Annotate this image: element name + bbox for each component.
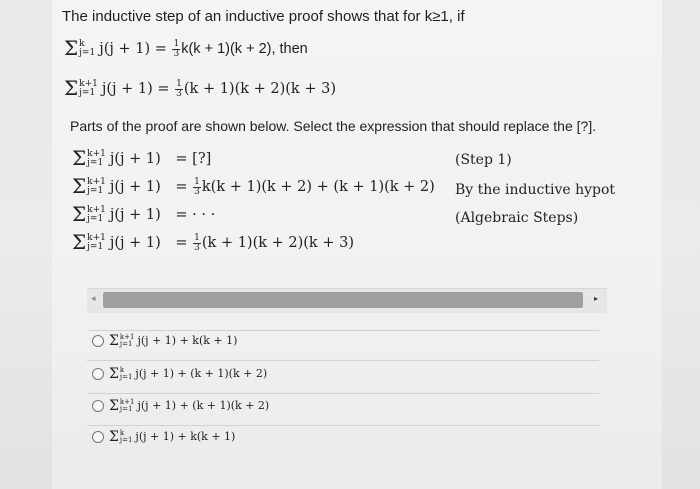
proof-line-algebraic-steps: Σ k+1 j=1 j(j + 1) = · · ·: [72, 202, 216, 226]
sigma-symbol: Σ: [72, 146, 87, 170]
proof-line-step-1: Σ k+1 j=1 j(j + 1) = [?]: [72, 146, 212, 170]
step-label: (Step 1): [455, 152, 512, 168]
divider: [87, 360, 599, 361]
step-label: (Algebraic Steps): [455, 210, 579, 226]
sum-upper-limit: k: [79, 39, 85, 49]
answer-option-4[interactable]: Σ k j=1 j(j + 1) + k(k + 1): [92, 428, 235, 446]
scroll-left-icon[interactable]: ◂: [91, 293, 96, 303]
radio-button[interactable]: [92, 335, 104, 347]
sigma-symbol: Σ: [109, 365, 119, 382]
scrollbar-thumb[interactable]: [103, 292, 583, 308]
sum-lower-limit: j=1: [79, 48, 96, 58]
sigma-symbol: Σ: [64, 76, 79, 100]
sum-term: j(j + 1) =: [101, 81, 170, 97]
sum-lower-limit: j=1: [79, 88, 96, 98]
step-label: By the inductive hypot: [455, 182, 616, 198]
option-expression: j(j + 1) + k(k + 1): [137, 333, 238, 347]
sigma-symbol: Σ: [72, 202, 87, 226]
sigma-symbol: Σ: [109, 332, 119, 349]
intro-text: The inductive step of an inductive proof shows that for k≥1, if: [62, 8, 465, 25]
scroll-right-icon[interactable]: ▸: [594, 294, 599, 303]
answer-option-1[interactable]: Σ k+1 j=1 j(j + 1) + k(k + 1): [92, 332, 237, 350]
radio-button[interactable]: [92, 431, 104, 443]
answer-option-2[interactable]: Σ k j=1 j(j + 1) + (k + 1)(k + 2): [92, 365, 267, 383]
proof-line-inductive-hypothesis: Σ k+1 j=1 j(j + 1) = $\frac{1}{3}$ k(k + 1)(k + 2) + (k + 1)(k + 2): [72, 174, 435, 198]
answer-option-3[interactable]: Σ k+1 j=1 j(j + 1) + (k + 1)(k + 2): [92, 397, 269, 415]
sigma-symbol: Σ: [72, 230, 87, 254]
radio-button[interactable]: [92, 400, 104, 412]
option-expression: j(j + 1) + (k + 1)(k + 2): [137, 398, 270, 412]
radio-button[interactable]: [92, 368, 104, 380]
sigma-symbol: Σ: [109, 397, 119, 414]
sum-upper-limit: k+1: [79, 79, 98, 89]
divider: [87, 330, 599, 331]
missing-expression-placeholder: [?]: [192, 151, 212, 167]
horizontal-scrollbar[interactable]: [87, 288, 607, 313]
divider: [87, 393, 599, 394]
fraction: $\frac{1}{3}$: [194, 232, 200, 253]
sigma-symbol: Σ: [72, 174, 87, 198]
sum-term: j(j + 1) =: [99, 41, 167, 57]
conclusion-equation: [64, 76, 336, 100]
question-prompt: Parts of the proof are shown below. Select the expression that should replace the [?].: [70, 118, 597, 134]
divider: [87, 425, 599, 426]
sigma-symbol: Σ: [109, 428, 119, 445]
option-expression: j(j + 1) + k(k + 1): [135, 429, 236, 443]
option-expression: j(j + 1) + (k + 1)(k + 2): [135, 366, 268, 380]
equation-rhs: k(k + 1)(k + 2), then: [181, 41, 308, 57]
fraction: $\frac{1}{3}$: [173, 38, 180, 59]
fraction: $\frac{1}{3}$: [194, 176, 200, 197]
proof-line-conclusion: Σ k+1 j=1 j(j + 1) = $\frac{1}{3}$ (k + 1)(k + 2)(k + 3): [72, 230, 354, 254]
fraction: $\frac{1}{3}$: [176, 78, 182, 99]
hypothesis-equation: [64, 36, 308, 60]
equation-rhs: (k + 1)(k + 2)(k + 3): [183, 81, 336, 97]
sigma-symbol: Σ: [64, 36, 79, 60]
